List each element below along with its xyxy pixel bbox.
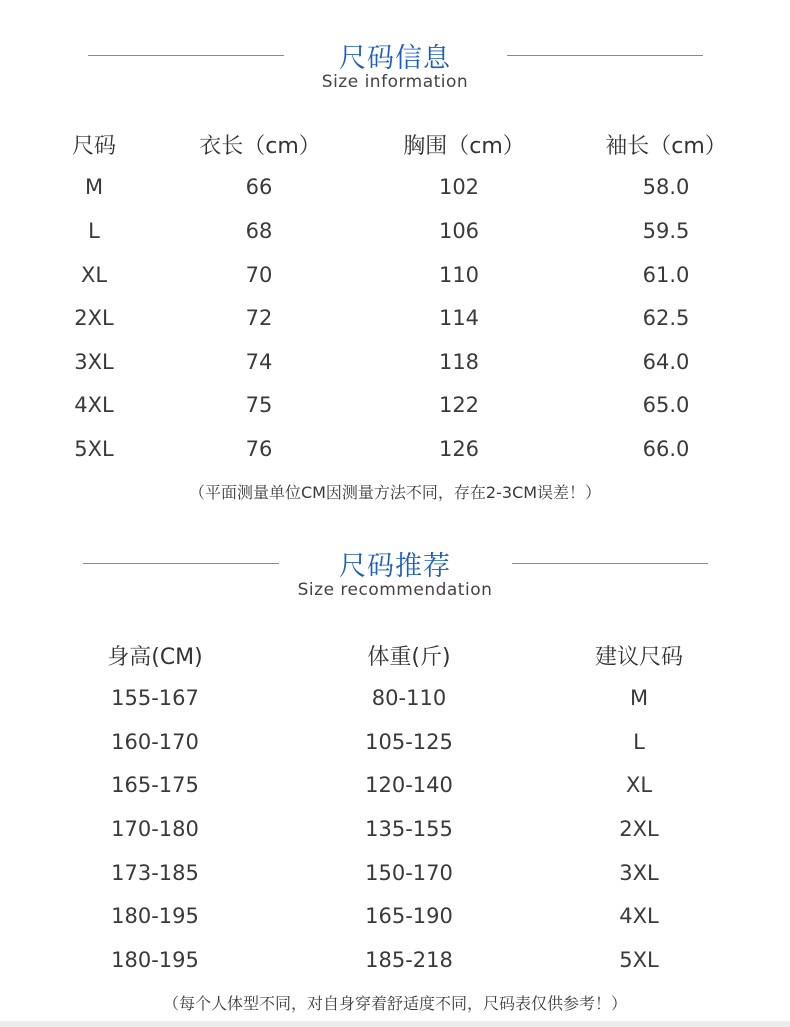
length-cell: 75 — [245, 393, 273, 417]
length-cell: 68 — [245, 219, 273, 243]
suggested-size-cell: L — [633, 730, 645, 754]
col-header-sleeve: 袖长（cm） — [605, 134, 727, 159]
sleeve-cell: 61.0 — [642, 263, 690, 287]
col-header-length: 衣长（cm） — [199, 134, 321, 159]
length-cell: 70 — [245, 263, 273, 287]
chest-cell: 102 — [438, 175, 480, 199]
size-info-subtitle: Size information — [321, 72, 469, 92]
chest-cell: 122 — [438, 393, 480, 417]
chest-cell: 106 — [438, 219, 480, 243]
weight-cell: 165-190 — [365, 904, 453, 928]
length-cell: 66 — [245, 175, 273, 199]
col-header-chest: 胸围（cm） — [403, 134, 525, 159]
reference-note: （每个人体型不同，对自身穿着舒适度不同，尺码表仅供参考！） — [162, 994, 627, 1013]
sleeve-cell: 66.0 — [642, 437, 690, 461]
length-cell: 76 — [245, 437, 273, 461]
suggested-size-cell: XL — [625, 773, 653, 797]
weight-cell: 120-140 — [365, 773, 453, 797]
suggested-size-cell: 5XL — [619, 948, 659, 972]
size-info-header — [0, 30, 790, 100]
height-cell: 165-175 — [111, 773, 199, 797]
weight-cell: 80-110 — [371, 686, 447, 710]
size-info-title: 尺码信息 — [339, 43, 451, 74]
chest-cell: 126 — [438, 437, 480, 461]
size-cell: XL — [80, 263, 108, 287]
size-rec-title: 尺码推荐 — [339, 551, 451, 582]
sleeve-cell: 58.0 — [642, 175, 690, 199]
measurement-note: （平面测量单位CM因测量方法不同，存在2-3CM误差！） — [188, 483, 602, 502]
length-cell: 72 — [245, 306, 273, 330]
suggested-size-cell: M — [629, 686, 649, 710]
weight-cell: 105-125 — [365, 730, 453, 754]
weight-cell: 135-155 — [365, 817, 453, 841]
sleeve-cell: 62.5 — [642, 306, 690, 330]
col-header-weight: 体重(斤) — [367, 645, 451, 670]
size-cell: M — [84, 175, 104, 199]
col-header-suggested-size: 建议尺码 — [594, 645, 683, 670]
size-cell: 5XL — [74, 437, 114, 461]
sleeve-cell: 59.5 — [642, 219, 690, 243]
height-cell: 180-195 — [111, 904, 199, 928]
size-rec-header — [0, 538, 790, 608]
sleeve-cell: 64.0 — [642, 350, 690, 374]
height-cell: 160-170 — [111, 730, 199, 754]
length-cell: 74 — [245, 350, 273, 374]
col-header-height: 身高(CM) — [107, 645, 203, 670]
sleeve-cell: 65.0 — [642, 393, 690, 417]
bottom-divider — [0, 1021, 790, 1027]
height-cell: 180-195 — [111, 948, 199, 972]
weight-cell: 150-170 — [365, 861, 453, 885]
size-cell: L — [88, 219, 100, 243]
chest-cell: 110 — [438, 263, 480, 287]
suggested-size-cell: 4XL — [619, 904, 659, 928]
height-cell: 173-185 — [111, 861, 199, 885]
suggested-size-cell: 2XL — [619, 817, 659, 841]
chest-cell: 118 — [438, 350, 480, 374]
size-cell: 2XL — [74, 306, 114, 330]
height-cell: 155-167 — [111, 686, 199, 710]
suggested-size-cell: 3XL — [619, 861, 659, 885]
height-cell: 170-180 — [111, 817, 199, 841]
weight-cell: 185-218 — [365, 948, 453, 972]
size-cell: 4XL — [74, 393, 114, 417]
col-header-size: 尺码 — [71, 134, 116, 159]
size-cell: 3XL — [74, 350, 114, 374]
chest-cell: 114 — [438, 306, 480, 330]
size-rec-subtitle: Size recommendation — [297, 580, 493, 600]
